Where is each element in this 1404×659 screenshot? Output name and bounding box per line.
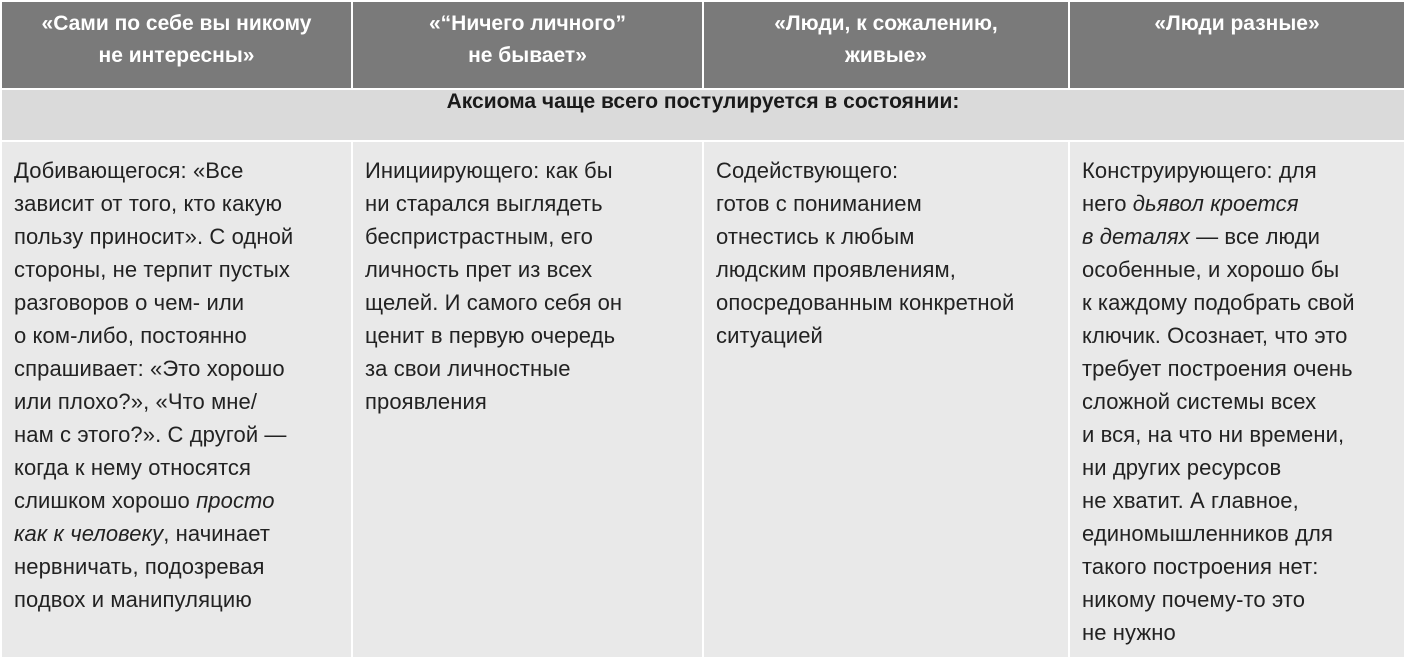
body-line xyxy=(1082,385,1392,418)
body-line xyxy=(14,253,339,286)
body-line xyxy=(1082,550,1392,583)
body-line xyxy=(365,385,690,418)
text-segment: — все люди xyxy=(1189,224,1320,249)
body-line xyxy=(365,187,690,220)
body-line xyxy=(1082,616,1392,649)
body-line xyxy=(716,220,1056,253)
body-line xyxy=(1082,484,1392,517)
body-line xyxy=(14,550,339,583)
text-segment: сложной системы всех xyxy=(1082,389,1317,414)
text-segment: никому почему-то это xyxy=(1082,587,1306,612)
body-line xyxy=(14,352,339,385)
body-line xyxy=(365,220,690,253)
text-segment: когда к нему относятся xyxy=(14,455,252,480)
text-segment: Конструирующего: для xyxy=(1082,158,1317,183)
body-line xyxy=(716,319,1056,352)
header-cell-3 xyxy=(703,1,1069,89)
text-segment: проявления xyxy=(365,389,487,414)
text-segment: к каждому подобрать свой xyxy=(1082,290,1355,315)
body-line xyxy=(1082,286,1392,319)
text-segment: ситуацией xyxy=(716,323,823,348)
body-line xyxy=(365,352,690,385)
header-cell-4 xyxy=(1069,1,1404,89)
text-segment: личность прет из всех xyxy=(365,257,593,282)
text-segment: пользу приносит». С одной xyxy=(14,224,294,249)
text-segment: единомышленников для xyxy=(1082,521,1334,546)
text-segment: требует построения очень xyxy=(1082,356,1353,381)
text-segment: стороны, не терпит пустых xyxy=(14,257,290,282)
body-line xyxy=(716,286,1056,319)
text-segment: такого построения нет: xyxy=(1082,554,1319,579)
text-segment: и вся, на что ни времени, xyxy=(1082,422,1345,447)
text-segment: за свои личностные xyxy=(365,356,571,381)
text-segment: него xyxy=(1082,191,1133,216)
text-segment: слишком хорошо xyxy=(14,488,197,513)
body-line xyxy=(1082,583,1392,616)
italic-phrase: в деталях xyxy=(1082,224,1190,249)
header-2-line-1: «“Ничего личного” xyxy=(428,12,626,35)
body-cell-2 xyxy=(352,141,703,658)
text-segment: Инициирующего: как бы xyxy=(365,158,613,183)
body-line xyxy=(1082,187,1392,220)
header-cell-1 xyxy=(1,1,352,89)
header-3-line-2: живые» xyxy=(844,44,927,67)
body-line xyxy=(365,286,690,319)
header-4-line-1: «Люди разные» xyxy=(1154,12,1320,35)
body-cell-1 xyxy=(1,141,352,658)
text-segment: разговоров о чем- или xyxy=(14,290,245,315)
body-line xyxy=(1082,451,1392,484)
body-line xyxy=(716,253,1056,286)
body-line xyxy=(14,418,339,451)
body-line xyxy=(14,583,339,616)
body-line xyxy=(14,484,339,517)
body-cell-4 xyxy=(1069,141,1404,658)
text-segment: не хватит. А главное, xyxy=(1082,488,1299,513)
italic-phrase: просто xyxy=(196,488,275,513)
text-segment: , начинает xyxy=(163,521,271,546)
text-segment: людским проявлениям, xyxy=(716,257,956,282)
text-segment: щелей. И самого себя он xyxy=(365,290,623,315)
text-segment: спрашивает: «Это хорошо xyxy=(14,356,285,381)
text-segment: не нужно xyxy=(1082,620,1176,645)
text-segment: подвох и манипуляцию xyxy=(14,587,252,612)
header-row xyxy=(1,1,1404,89)
body-line xyxy=(14,517,339,550)
text-segment: беспристрастным, его xyxy=(365,224,593,249)
header-1-line-1: «Сами по себе вы никому xyxy=(41,12,312,35)
text-segment: нам с этого?». С другой — xyxy=(14,422,287,447)
body-line xyxy=(14,319,339,352)
body-line xyxy=(1082,418,1392,451)
text-segment: нервничать, подозревая xyxy=(14,554,265,579)
text-segment: Содействующего: xyxy=(716,158,899,183)
body-line xyxy=(1082,352,1392,385)
subheader-row xyxy=(1,89,1404,141)
body-line xyxy=(14,220,339,253)
italic-phrase: как к человеку xyxy=(14,521,164,546)
text-segment: ни других ресурсов xyxy=(1082,455,1282,480)
body-line xyxy=(14,385,339,418)
text-segment: готов с пониманием xyxy=(716,191,922,216)
header-2-line-2: не бывает» xyxy=(468,44,587,67)
text-segment: ценит в первую очередь xyxy=(365,323,616,348)
italic-phrase: дьявол кроется xyxy=(1132,191,1299,216)
body-line xyxy=(1082,220,1392,253)
text-segment: Добивающегося: «Все xyxy=(14,158,244,183)
body-line xyxy=(14,286,339,319)
header-cell-2 xyxy=(352,1,703,89)
body-line xyxy=(716,187,1056,220)
body-line xyxy=(365,154,690,187)
text-segment: особенные, и хорошо бы xyxy=(1082,257,1340,282)
body-line xyxy=(14,154,339,187)
header-1-line-2: не интересны» xyxy=(98,44,255,67)
text-segment: ни старался выглядеть xyxy=(365,191,603,216)
body-line xyxy=(365,253,690,286)
text-segment: о ком-либо, постоянно xyxy=(14,323,247,348)
body-cell-3 xyxy=(703,141,1069,658)
text-segment: опосредованным конкретной xyxy=(716,290,1015,315)
body-row xyxy=(1,141,1404,658)
body-line xyxy=(14,187,339,220)
body-line xyxy=(716,154,1056,187)
text-segment: отнестись к любым xyxy=(716,224,915,249)
header-3-line-1: «Люди, к сожалению, xyxy=(774,12,998,35)
text-segment: или плохо?», «Что мне/ xyxy=(14,389,258,414)
body-line xyxy=(1082,319,1392,352)
body-line xyxy=(14,451,339,484)
subheader-cell: Аксиома чаще всего постулируется в состоянии: xyxy=(1,89,1404,141)
body-line xyxy=(1082,154,1392,187)
body-line xyxy=(1082,517,1392,550)
text-segment: зависит от того, кто какую xyxy=(14,191,283,216)
text-segment: ключик. Осознает, что это xyxy=(1082,323,1348,348)
body-line xyxy=(365,319,690,352)
body-line xyxy=(1082,253,1392,286)
